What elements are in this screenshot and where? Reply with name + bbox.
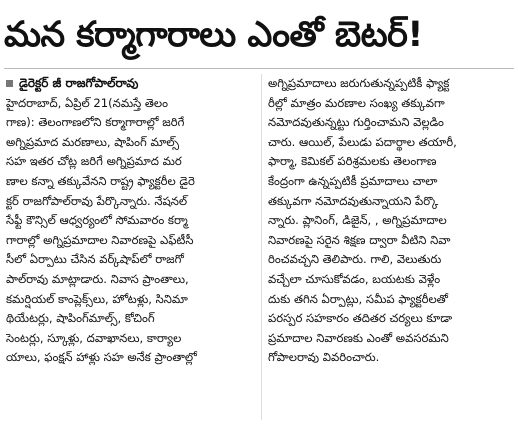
byline-text: డైరెక్టర్ జీ రాజగోపాల్‌రావు: [19, 76, 139, 90]
headline-rule: [4, 68, 514, 69]
byline: [6, 74, 256, 94]
left-column-line: సెంటర్లు, స్కూళ్లు, దవాఖానలు, కార్యాల: [6, 330, 182, 345]
left-column-line: గాణ): తెలంగాణలోని కర్మాగారాల్లో జరిగే: [6, 115, 185, 130]
right-column-line: రీల్లో మాత్రం మరణాల సంఖ్య తక్కువగా: [268, 95, 445, 110]
left-column-line: సేఫ్టీ కౌన్సిల్ ఆధ్వర్యంలో సోమవారం కర్మా: [6, 213, 188, 228]
left-column-body: [6, 94, 256, 368]
right-column-line: న్నారు. ప్లానింగ్, డిజైన్, , అగ్నిప్రమాదాల: [268, 213, 447, 228]
left-column-line: క్టర్ రాజగోపాల్‌రావు పేర్కొన్నారు. నేషనల్: [6, 193, 188, 208]
article-headline: మన కర్మాగారాలు ఎంతో బెటర్!: [4, 15, 423, 55]
bullet-icon: [6, 80, 13, 87]
left-column-line: పాల్‌రావు మాట్లాడారు. నివాస ప్రాంతాలు,: [6, 271, 189, 286]
right-column-line: అగ్నిప్రమాదాలు జరుగుతున్నప్పటికీ ఫ్యాక్ట: [268, 76, 450, 90]
right-column-line: చారు. ఆయిల్, పేలుడు పదార్థాల తయారీ,: [268, 134, 457, 149]
right-column-line: దుకు తగిన ఏర్పాట్లు, సమీప ఫ్యాక్టరీలతో: [268, 291, 448, 306]
right-column-line: గోపాలరావు వివరించారు.: [268, 350, 380, 365]
left-column-line: సహ ఇతర చోట్ల జరిగే అగ్నిప్రమాద మర: [6, 154, 182, 169]
right-column-line: నివారణపై సరైన శిక్షణ ద్వారా వీటిని నివా: [268, 232, 451, 247]
right-column-line: రించవచ్చని తెలిపారు. గాలి, వెలుతురు: [268, 252, 442, 267]
article-column-left: [6, 74, 256, 424]
right-column-line: నమోదవుతున్నట్టు గుర్తించామని వెల్లడిం: [268, 115, 444, 130]
article-column-right: [268, 74, 514, 424]
left-column-line: ణాల కన్నా తక్కువేనని రాష్ట్ర ఫ్యాక్టరీల డైరె: [6, 173, 195, 188]
right-column-line: తక్కువగా నమోదవుతున్నాయని పేర్కొ: [268, 193, 439, 208]
column-divider: [261, 74, 262, 420]
right-column-body: [268, 74, 514, 368]
right-column-line: ప్రమాదాల నివారణకు ఎంతో అవసరమని: [268, 330, 449, 345]
left-column-line: అగ్నిప్రమాద మరణాలు, షాపింగ్ మాల్స్: [6, 134, 180, 149]
right-column-line: కేంద్రంగా ఉన్నప్పటికీ ప్రమాదాలు చాలా: [268, 173, 438, 188]
right-column-line: వచ్చేలా చూసుకోవడం, బయటకు వెళ్లేం: [268, 271, 441, 286]
left-column-line: యాలు, ఫంక్షన్ హాళ్లు సహ అనేక ప్రాంతాల్లో: [6, 350, 197, 365]
left-column-line: కమర్షియల్ కాంప్లెక్స్‌లు, హోటళ్లు, సినిమా: [6, 291, 188, 306]
left-column-line: థియేటర్లు, షాపింగ్‌మాల్స్, కోచింగ్: [6, 311, 155, 326]
right-column-line: ఫార్మా, కెమికల్ పరిశ్రమలకు తెలంగాణ: [268, 154, 437, 169]
left-column-line: సీలో ఏర్పాటు చేసిన వర్క్‌షాప్‌లో రాజగో: [6, 252, 184, 267]
right-column-line: పరస్పర సహకారం తదితర చర్యలు కూడా: [268, 311, 453, 326]
left-column-line: హైదరాబాద్, ఏప్రిల్ 21(నమస్తే తెలం: [6, 95, 169, 110]
left-column-line: గారాల్లో అగ్నిప్రమాదాల నివారణపై ఎఫ్‌టీసీ: [6, 232, 194, 247]
